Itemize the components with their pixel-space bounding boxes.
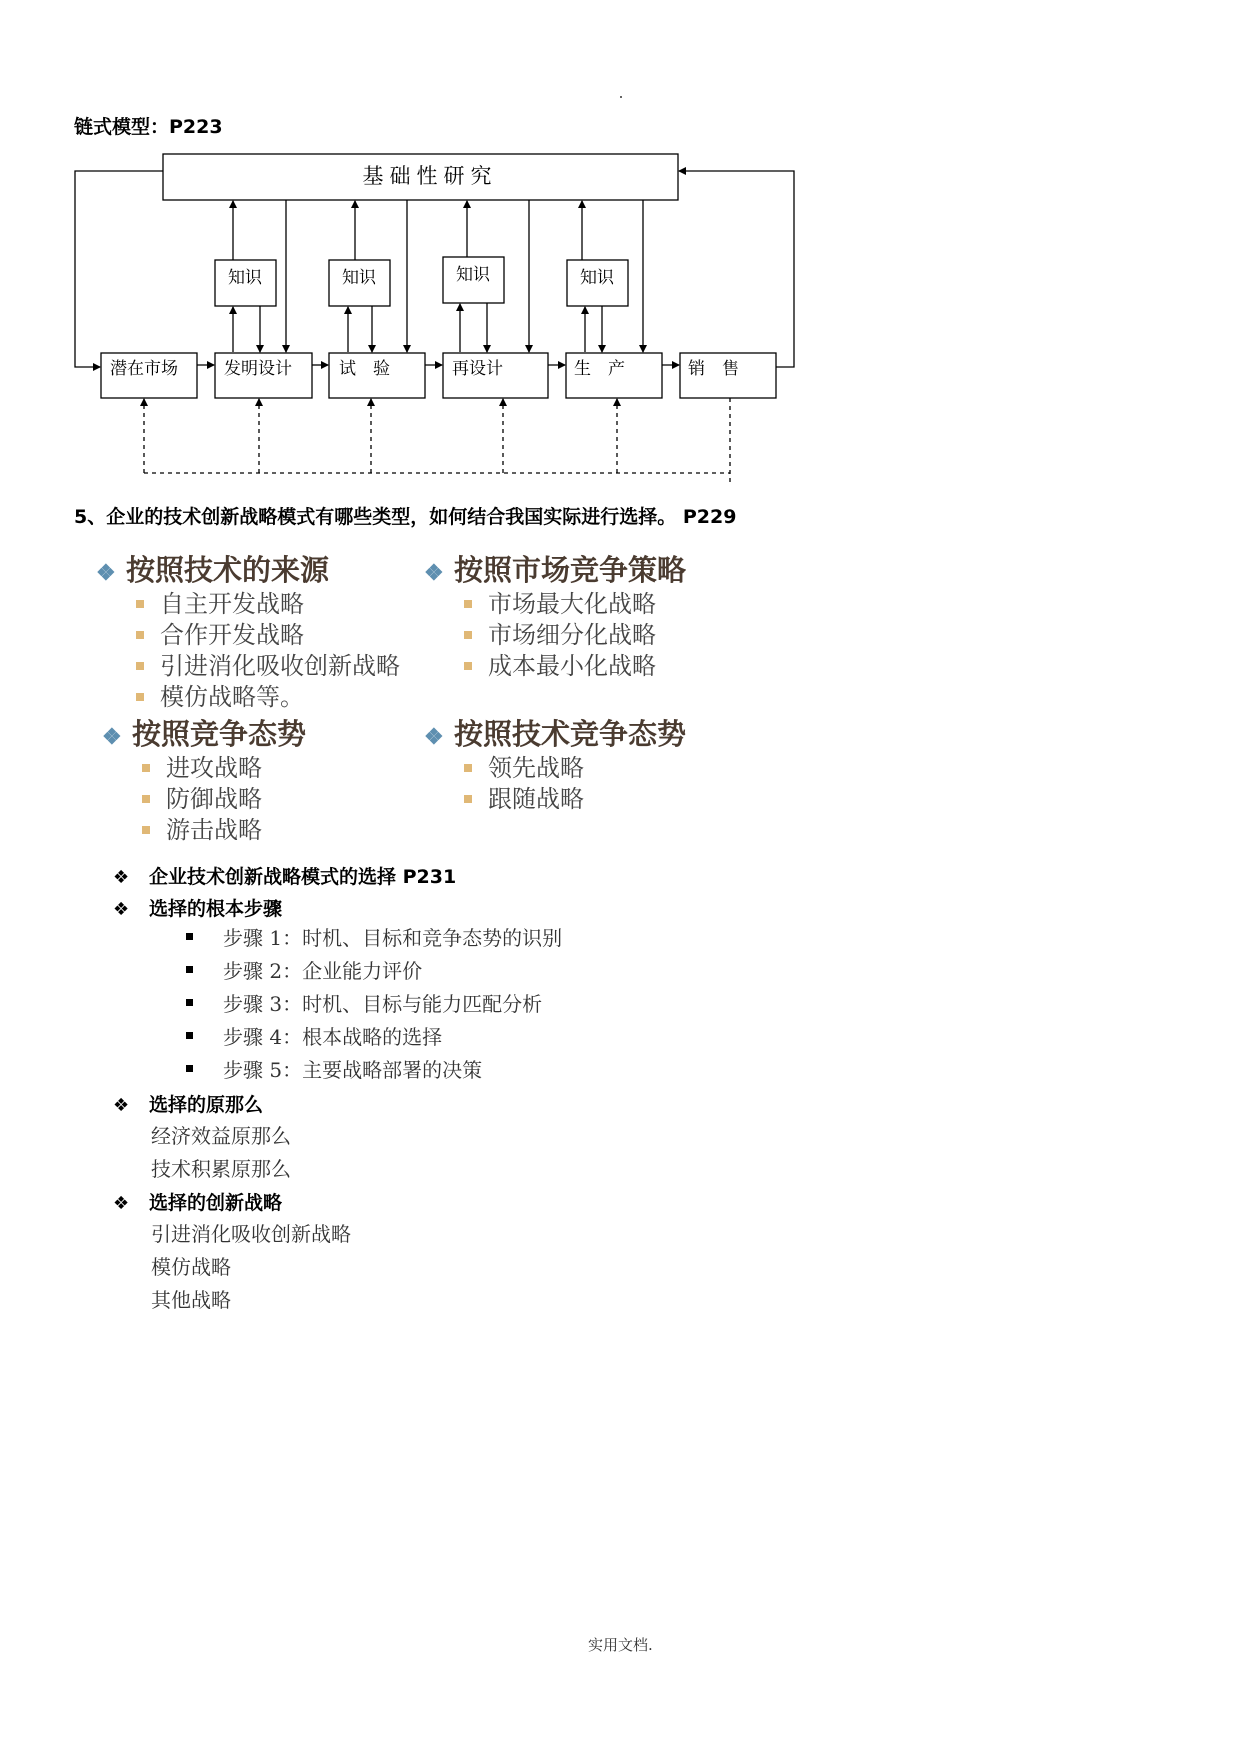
list-item: 技术积累原那么 (151, 1157, 291, 1181)
list-item: 成本最小化战略 (464, 651, 686, 682)
chain-model-heading: 链式模型：P223 (74, 116, 223, 138)
stage-label-6: 销 售 (688, 359, 739, 379)
stage-label-2: 发明设计 (224, 359, 292, 379)
knowledge-label-3: 知识 (456, 265, 490, 285)
list-item: 步骤 3：时机、目标与能力匹配分析 (186, 988, 562, 1021)
diamond-bullet-icon: ❖ (102, 724, 122, 750)
knowledge-label-1: 知识 (228, 268, 262, 288)
selection-heading: ❖ 企业技术创新战略模式的选择 P231 (113, 866, 457, 888)
square-bullet-icon (136, 662, 144, 670)
strategy-group-title: 按照市场竞争策略 (454, 553, 687, 587)
principles-heading: ❖ 选择的原那么 (113, 1094, 264, 1116)
top-box-label: 基础性研究 (362, 164, 498, 188)
square-bullet-icon (464, 600, 472, 608)
square-bullet-icon (136, 693, 144, 701)
principles-list (151, 1120, 291, 1186)
square-bullet-icon (464, 662, 472, 670)
list-item: 模仿战略等。 (136, 682, 400, 713)
square-bullet-icon (464, 631, 472, 639)
question-5: 5、企业的技术创新战略模式有哪些类型，如何结合我国实际进行选择。 P229 (74, 506, 737, 528)
stage-label-3: 试 验 (339, 359, 390, 379)
list-item: 自主开发战略 (136, 589, 400, 620)
square-bullet-icon (186, 1065, 193, 1072)
innovations-list (151, 1218, 351, 1317)
square-bullet-icon (136, 600, 144, 608)
knowledge-label-4: 知识 (580, 268, 614, 288)
stage-label-1: 潜在市场 (110, 359, 178, 379)
strategy-group-title: 按照技术的来源 (126, 553, 330, 587)
list-item: 进攻战略 (142, 753, 306, 784)
list-item: 步骤 2：企业能力评价 (186, 955, 562, 988)
strategy-group-title: 按照竞争态势 (132, 717, 307, 751)
list-item: 步骤 5：主要战略部署的决策 (186, 1054, 562, 1087)
list-item: 步骤 1：时机、目标和竞争态势的识别 (186, 922, 562, 955)
diamond-bullet-icon: ❖ (424, 724, 444, 750)
chain-model-diagram (0, 0, 1241, 520)
square-bullet-icon (186, 1032, 193, 1039)
diamond-bullet-icon: ❖ (113, 867, 130, 888)
page-footer: 实用文档. (588, 1636, 653, 1654)
list-item: 引进消化吸收创新战略 (151, 1222, 351, 1246)
list-item: 市场最大化战略 (464, 589, 686, 620)
diamond-bullet-icon: ❖ (96, 560, 116, 586)
strategy-group-title: 按照技术竞争态势 (454, 717, 687, 751)
list-item: 游击战略 (142, 815, 306, 846)
square-bullet-icon (464, 795, 472, 803)
diamond-bullet-icon: ❖ (113, 1095, 130, 1116)
strategy-group-market (424, 548, 686, 682)
list-item: 其他战略 (151, 1288, 231, 1312)
diamond-bullet-icon: ❖ (113, 899, 130, 920)
steps-heading: ❖ 选择的根本步骤 (113, 898, 283, 920)
square-bullet-icon (186, 933, 193, 940)
knowledge-label-2: 知识 (342, 268, 376, 288)
innovations-heading: ❖ 选择的创新战略 (113, 1192, 283, 1214)
list-item: 经济效益原那么 (151, 1124, 291, 1148)
square-bullet-icon (136, 631, 144, 639)
square-bullet-icon (142, 795, 150, 803)
strategy-group-tech-source (96, 548, 400, 713)
list-item: 防御战略 (142, 784, 306, 815)
list-item: 引进消化吸收创新战略 (136, 651, 400, 682)
square-bullet-icon (186, 999, 193, 1006)
strategy-group-tech-competition (424, 712, 686, 815)
stage-label-4: 再设计 (452, 359, 503, 379)
stage-label-5: 生 产 (574, 359, 625, 379)
diamond-bullet-icon: ❖ (424, 560, 444, 586)
list-item: 市场细分化战略 (464, 620, 686, 651)
diamond-bullet-icon: ❖ (113, 1193, 130, 1214)
list-item: 合作开发战略 (136, 620, 400, 651)
square-bullet-icon (142, 764, 150, 772)
square-bullet-icon (464, 764, 472, 772)
square-bullet-icon (142, 826, 150, 834)
square-bullet-icon (186, 966, 193, 973)
list-item: 模仿战略 (151, 1255, 231, 1279)
list-item: 领先战略 (464, 753, 686, 784)
list-item: 跟随战略 (464, 784, 686, 815)
strategy-group-competition (102, 712, 306, 846)
steps-list (186, 922, 562, 1087)
list-item: 步骤 4：根本战略的选择 (186, 1021, 562, 1054)
